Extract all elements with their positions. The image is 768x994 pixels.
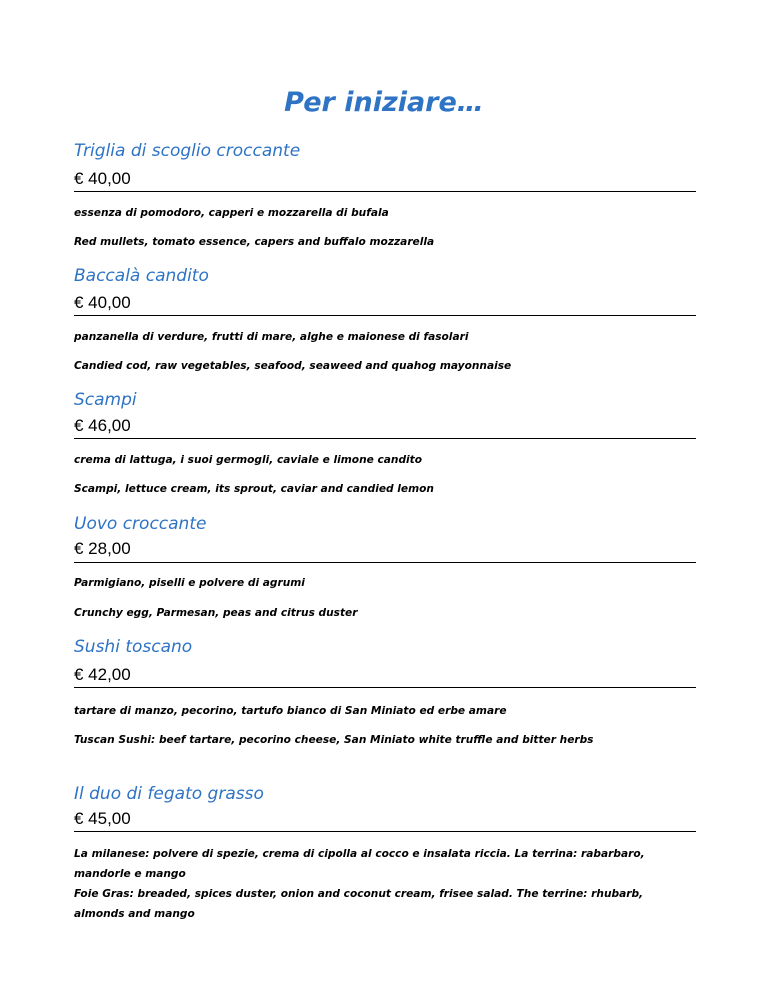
dish-item — [74, 389, 696, 495]
dish-description-it: panzanella di verdure, frutti di mare, alghe e maionese di fasolari — [74, 331, 469, 343]
dish-name: Triglia di scoglio croccante — [74, 141, 301, 161]
divider — [74, 687, 696, 688]
divider — [74, 562, 696, 563]
page-title: Per iniziare… — [284, 87, 484, 118]
dish-description-it: essenza di pomodoro, capperi e mozzarella di bufala — [74, 207, 389, 219]
dish-name: Scampi — [74, 390, 137, 410]
dish-price: € 45,00 — [74, 809, 131, 828]
dish-price: € 42,00 — [74, 665, 131, 684]
dish-price: € 46,00 — [74, 416, 131, 435]
dish-item — [74, 140, 696, 248]
dish-name: Baccalà candito — [74, 266, 209, 286]
dish-price: € 28,00 — [74, 539, 131, 558]
dish-item — [74, 513, 696, 619]
dish-description-it: crema di lattuga, i suoi germogli, caviale e limone candito — [74, 454, 423, 466]
dish-description-it: Parmigiano, piselli e polvere di agrumi — [74, 577, 305, 589]
dish-description-it: tartare di manzo, pecorino, tartufo bianco di San Miniato ed erbe amare — [74, 705, 507, 717]
dish-name: Il duo di fegato grasso — [74, 784, 264, 804]
dish-item — [74, 636, 696, 746]
dish-price: € 40,00 — [74, 293, 131, 312]
divider — [74, 831, 696, 832]
divider — [74, 315, 696, 316]
divider — [74, 191, 696, 192]
dish-description-en: Candied cod, raw vegetables, seafood, seaweed and quahog mayonnaise — [74, 360, 512, 372]
dish-item — [74, 783, 696, 920]
dish-description-en: Scampi, lettuce cream, its sprout, caviar and candied lemon — [74, 483, 434, 495]
dish-item — [74, 265, 696, 372]
dish-name: Uovo croccante — [74, 514, 207, 534]
dish-description-en: Red mullets, tomato essence, capers and buffalo mozzarella — [74, 236, 435, 248]
dish-description-en: Foie Gras: breaded, spices duster, onion and coconut cream, frisee salad. The terrine: rhubarb, almonds and mango — [74, 888, 644, 920]
dish-name: Sushi toscano — [74, 637, 193, 657]
dish-description-en: Crunchy egg, Parmesan, peas and citrus duster — [74, 607, 358, 619]
divider — [74, 438, 696, 439]
dish-price: € 40,00 — [74, 169, 131, 188]
dish-description-en: Tuscan Sushi: beef tartare, pecorino cheese, San Miniato white truffle and bitter herbs — [74, 734, 594, 746]
dish-description-it: La milanese: polvere di spezie, crema di cipolla al cocco e insalata riccia. La terrina: rabarbaro, mandorle e mango — [74, 848, 645, 880]
